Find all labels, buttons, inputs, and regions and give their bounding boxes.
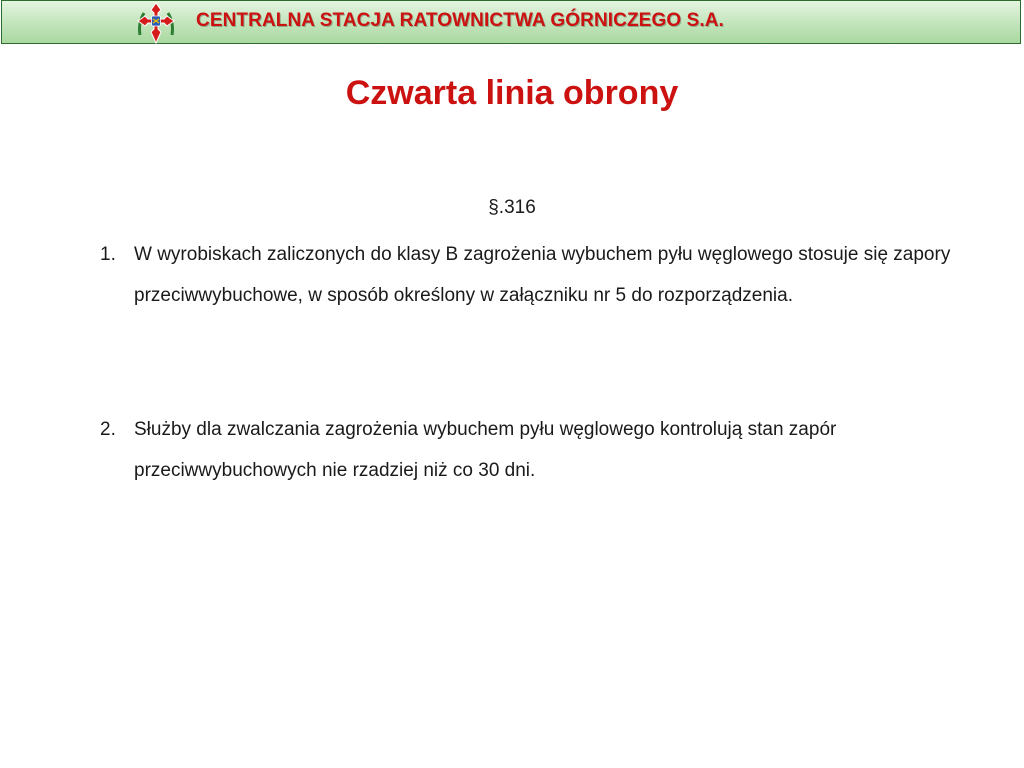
list-item-number: 2. — [100, 419, 116, 440]
list-item — [100, 234, 960, 316]
list-item-number: 1. — [100, 244, 116, 265]
header-bar — [1, 0, 1021, 44]
list-item-text: W wyrobiskach zaliczonych do klasy B zagrożenia wybuchem pyłu węglowego stosuje się zapory przeciwwybuchowe, w sposób określony w załączniku nr 5 do rozporządzenia. — [134, 244, 951, 306]
company-name: CENTRALNA STACJA RATOWNICTWA GÓRNICZEGO S.A. — [196, 10, 724, 31]
section-reference: §.316 — [488, 197, 536, 218]
list-item-text: Służby dla zwalczania zagrożenia wybuchem pyłu węglowego kontrolują stan zapór przeciwwybuchowych nie rzadziej niż co 30 dni. — [134, 419, 837, 481]
rescue-cross-emblem-icon — [134, 1, 178, 45]
list-item — [100, 409, 960, 491]
slide-title: Czwarta linia obrony — [345, 74, 679, 112]
